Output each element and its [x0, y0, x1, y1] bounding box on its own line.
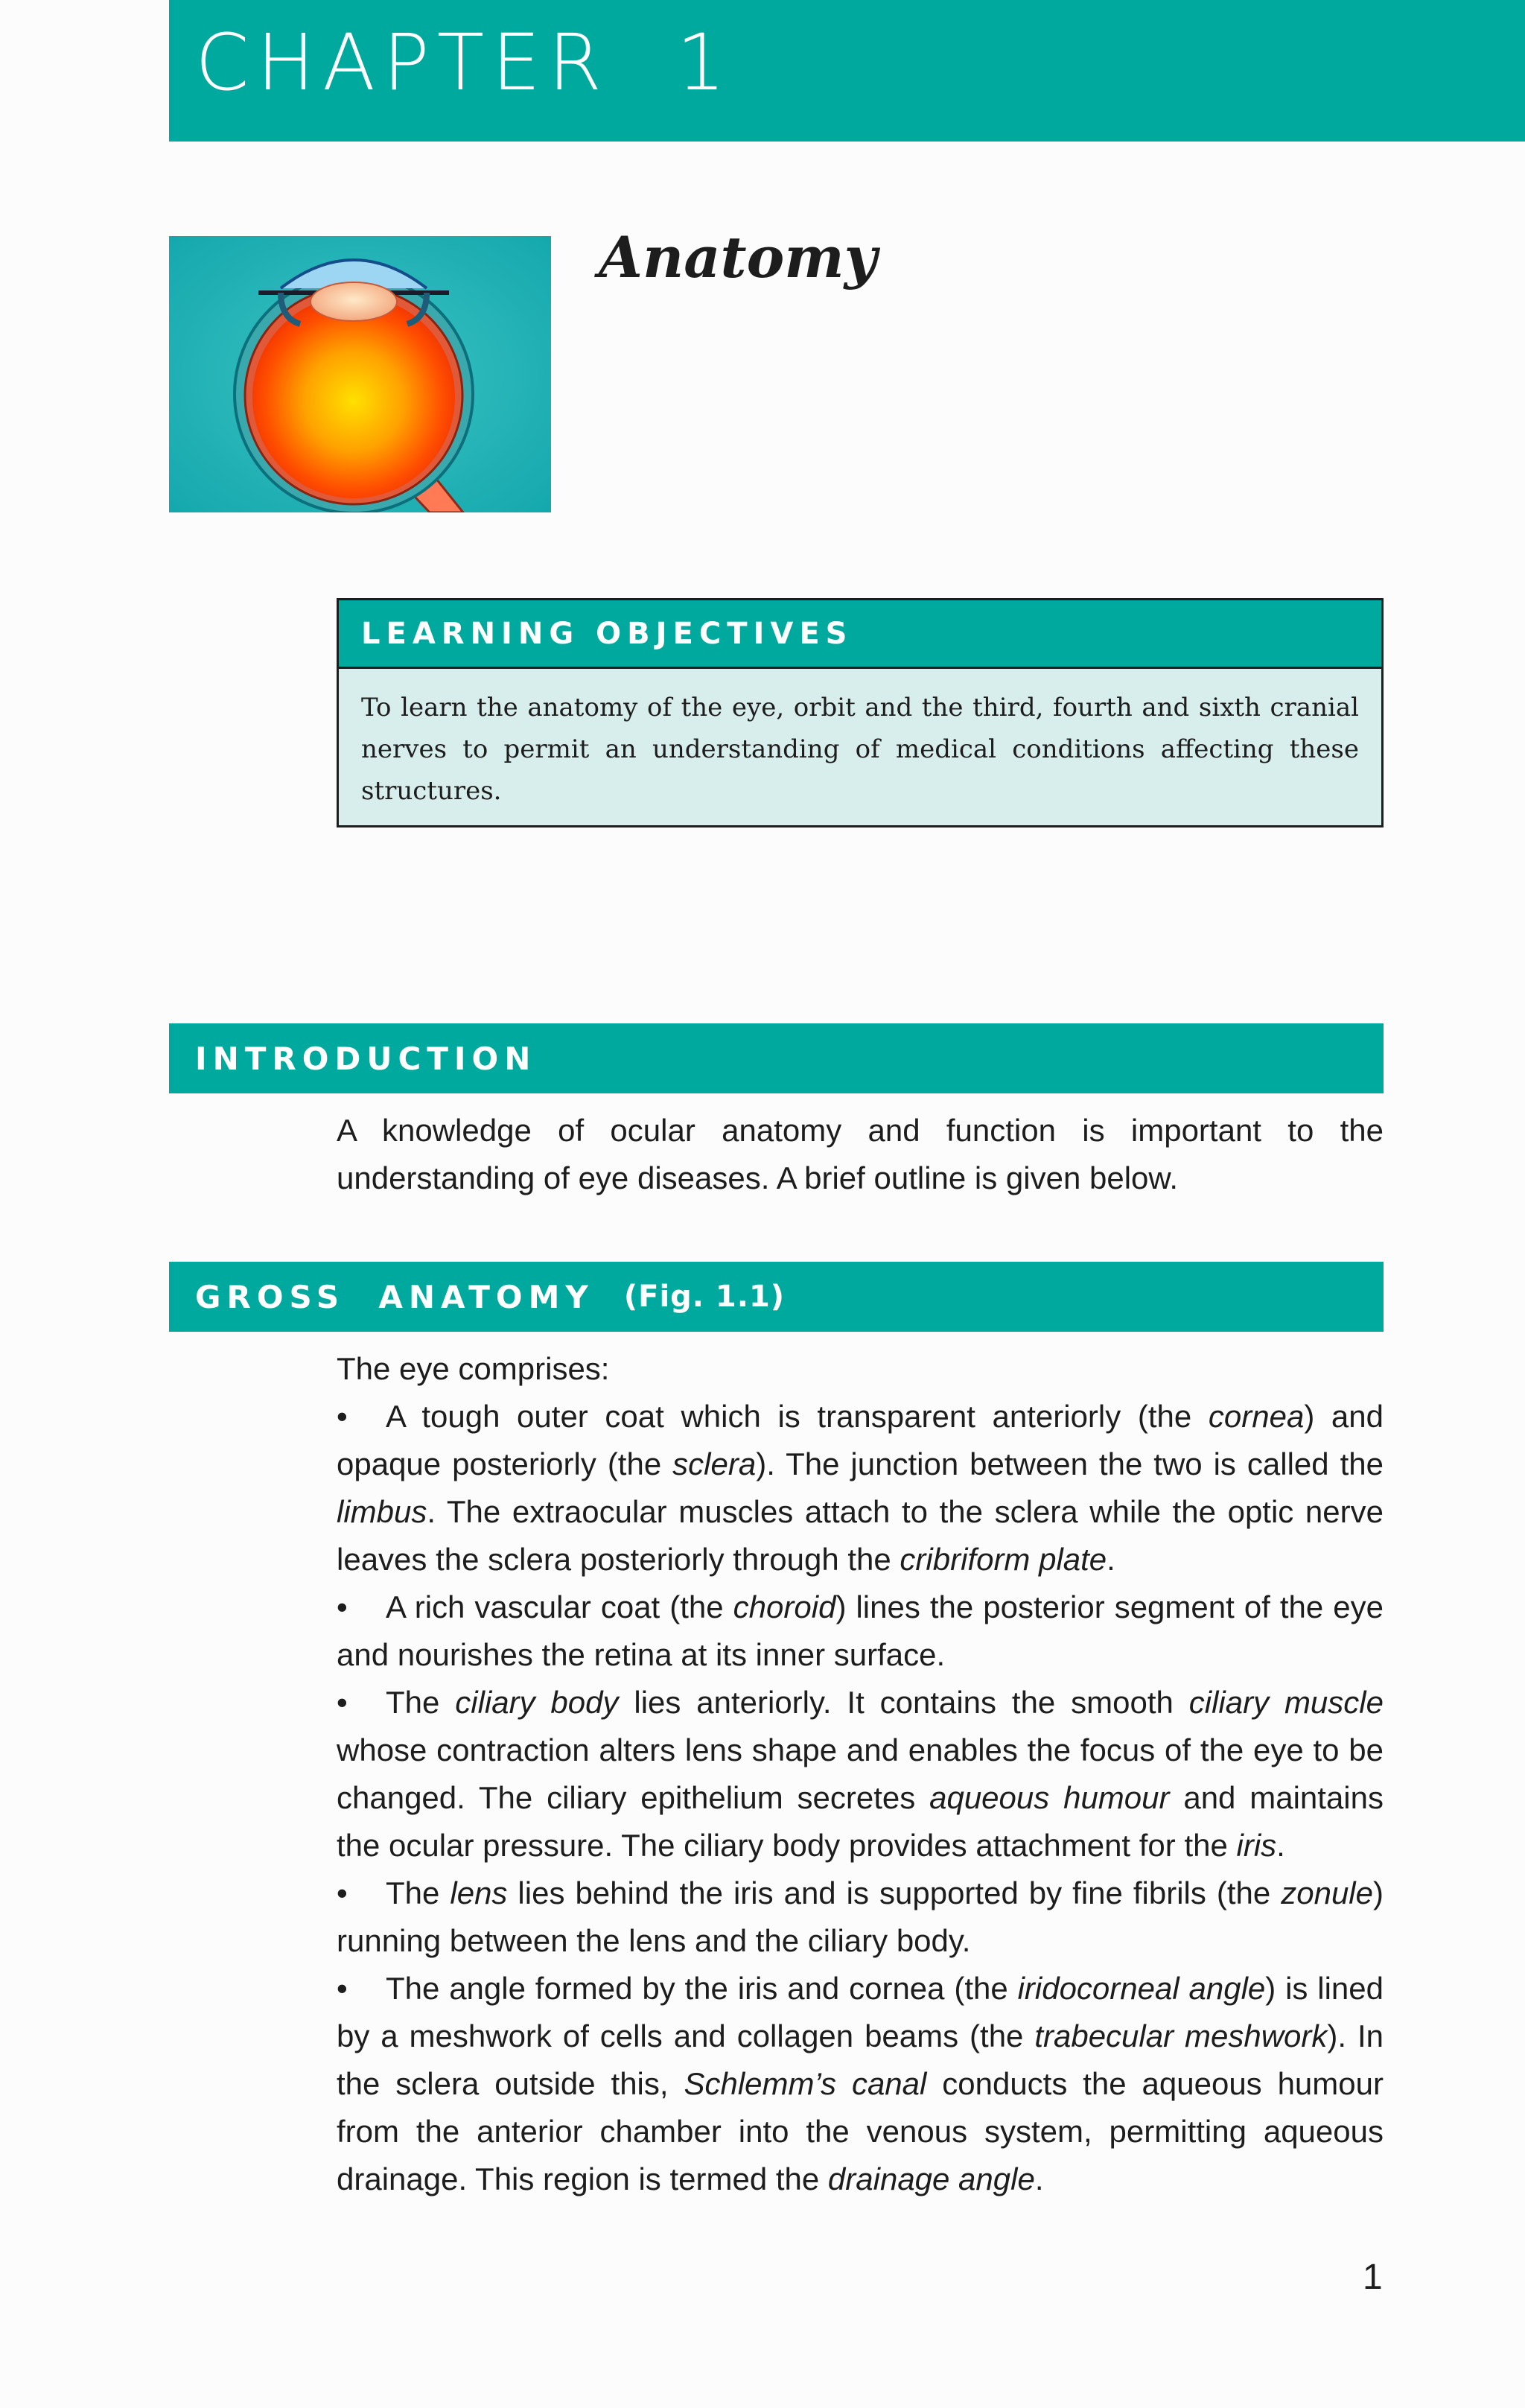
learning-objectives-text: To learn the anatomy of the eye, orbit and the third, fourth and sixth cranial nerves to permit an understanding of medical conditions affecting these structures. — [361, 693, 1359, 806]
text-run: A rich vascular coat (the — [386, 1589, 733, 1624]
page-number: 1 — [1363, 2258, 1383, 2297]
text-run: ). The junction between the two is called the — [756, 1446, 1384, 1481]
term-cornea: cornea — [1208, 1399, 1305, 1434]
term-aqueous-humour: aqueous humour — [929, 1780, 1170, 1815]
bullet-marker: • — [337, 1875, 348, 1910]
introduction-heading-label: INTRODUCTION — [195, 1040, 537, 1077]
text-run: The — [386, 1685, 456, 1720]
text-run: . — [1276, 1828, 1285, 1863]
learning-objectives-heading: LEARNING OBJECTIVES — [339, 600, 1381, 669]
text-run: and maintains the ocular pressure. The ciliary body provides attachment for the — [337, 1780, 1384, 1863]
introduction-paragraph: A knowledge of ocular anatomy and function is important to the understanding of eye diseases. A brief outline is given below. — [337, 1113, 1384, 1195]
term-schlemms-canal: Schlemm’s canal — [684, 2066, 927, 2101]
introduction-heading — [169, 1023, 1384, 1093]
term-iridocorneal-angle: iridocorneal angle — [1017, 1971, 1266, 2006]
eye-illustration — [169, 236, 551, 512]
bullet-marker: • — [337, 1685, 348, 1720]
bullet-drainage-angle — [337, 1965, 1384, 2203]
gross-anatomy-heading — [169, 1262, 1384, 1332]
chapter-number: 1 — [676, 17, 733, 108]
introduction-text — [337, 1107, 1384, 1202]
term-sclera: sclera — [672, 1446, 757, 1481]
text-run: The angle formed by the iris and cornea (the — [386, 1971, 1018, 2006]
bullet-outer-coat — [337, 1393, 1384, 1583]
term-lens: lens — [450, 1875, 508, 1910]
term-cribriform-plate: cribriform plate — [900, 1542, 1107, 1577]
page-title: Anatomy — [599, 224, 877, 290]
text-run: ) running between the lens and the ciliary body. — [337, 1875, 1384, 1958]
term-ciliary-body: ciliary body — [455, 1685, 619, 1720]
text-run: whose contraction alters lens shape and enables the focus of the eye to be changed. The ciliary epithelium secretes — [337, 1732, 1384, 1815]
text-run: ) is lined by a meshwork of cells and collagen beams (the — [337, 1971, 1384, 2053]
figure-reference: (Fig. 1.1) — [623, 1280, 786, 1314]
bullet-vascular-coat — [337, 1583, 1384, 1679]
text-run: . — [1107, 1542, 1115, 1577]
text-run: The — [386, 1875, 451, 1910]
gross-anatomy-text — [337, 1345, 1384, 2203]
chapter-heading — [195, 17, 733, 108]
text-run: . The extraocular muscles attach to the sclera while the optic nerve leaves the sclera posteriorly through the — [337, 1494, 1384, 1577]
bullet-marker: • — [337, 1589, 348, 1624]
bullet-marker: • — [337, 1971, 348, 2006]
text-run: lies behind the iris and is supported by fine fibrils (the — [507, 1875, 1282, 1910]
term-choroid: choroid — [733, 1589, 836, 1624]
chapter-label: CHAPTER — [195, 17, 610, 108]
bullet-lens — [337, 1869, 1384, 1965]
gross-anatomy-intro: The eye comprises: — [337, 1351, 610, 1386]
term-iris: iris — [1236, 1828, 1277, 1863]
text-run: A tough outer coat which is transparent anteriorly (the — [386, 1399, 1209, 1434]
term-trabecular-meshwork: trabecular meshwork — [1034, 2018, 1328, 2053]
term-zonule: zonule — [1281, 1875, 1373, 1910]
bullet-ciliary-body — [337, 1679, 1384, 1869]
term-ciliary-muscle: ciliary muscle — [1188, 1685, 1384, 1720]
term-limbus: limbus — [337, 1494, 427, 1529]
text-run: ). In the sclera outside this, — [337, 2018, 1384, 2101]
text-run: ) lines the posterior segment of the eye and nourishes the retina at its inner surface. — [337, 1589, 1384, 1672]
text-run: conducts the aqueous humour from the anterior chamber into the venous system, permitting aqueous drainage. This region is termed the — [337, 2066, 1384, 2196]
lens — [311, 282, 397, 321]
learning-objectives-box — [337, 598, 1384, 827]
bullet-marker: • — [337, 1399, 348, 1434]
term-drainage-angle: drainage angle — [827, 2161, 1035, 2196]
text-run: lies anteriorly. It contains the smooth — [618, 1685, 1189, 1720]
retina-globe — [252, 296, 455, 498]
text-run: ) and opaque posteriorly (the — [337, 1399, 1384, 1481]
gross-anatomy-heading-label: GROSS ANATOMY — [195, 1278, 594, 1315]
text-run: . — [1034, 2161, 1044, 2196]
